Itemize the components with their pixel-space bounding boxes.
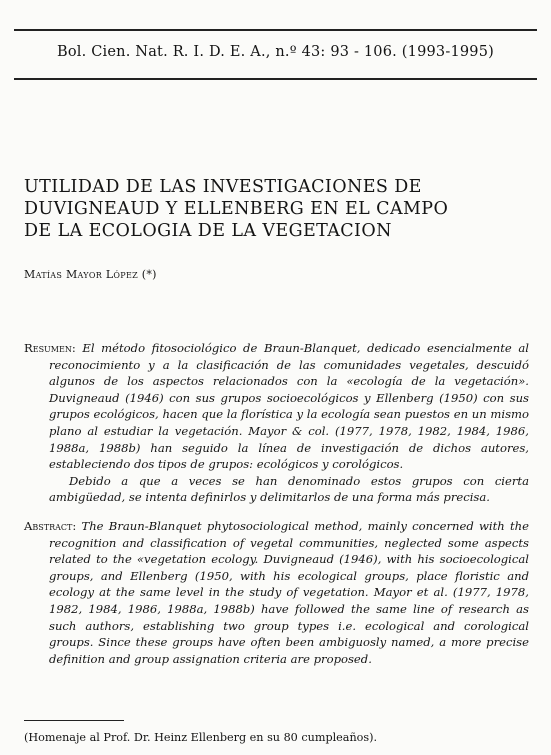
journal-citation: Bol. Cien. Nat. R. I. D. E. A., n.º 43: 93 - 106. (1993-1995)	[57, 44, 494, 60]
header-rule-bottom	[14, 78, 537, 80]
resumen-text: El método fitosociológico de Braun-Blanquet, dedicado esencialmente al reconocimiento y a la clasificación de las comunidades vegetales, descuidó algunos de los aspectos relacionados con la «ecología de la vegetación». Duvigneaud (1946) con sus grupos socioecológicos y Ellenberg (1950) con sus grupos ecológicos, hacen que la florística y la ecología sean puestos en un mismo plano al estudiar la vegetación. Mayor & col. (1977, 1978, 1982, 1984, 1986, 1988a, 1988b) han seguido la línea de investigación de dichos autores, estableciendo dos tipos de grupos: ecológicos y corológicos.	[49, 341, 529, 472]
abstract-text: The Braun-Blanquet phytosociological method, mainly concerned with the recognition and classification of vegetal communities, neglected some aspects related to the «vegetation ecology. Duvigneaud (1946), with his socioecological groups, and Ellenberg (1950, with his ecological groups, place floristic and ecology at the same level in the study of vegetation. Mayor et al. (1977, 1978, 1982, 1984, 1986, 1988a, 1988b) have followed the same line of research as such authors, establishing two group types i.e. ecological and corological groups. Since these groups have often been ambiguosly named, a more precise definition and group assignation criteria are proposed.	[49, 519, 529, 666]
footnote: (Homenaje al Prof. Dr. Heinz Ellenberg en su 80 cumpleaños).	[24, 731, 378, 744]
title-line-2: DUVIGNEAUD Y ELLENBERG EN EL CAMPO	[24, 199, 449, 219]
article-title	[24, 176, 524, 242]
abstract-section	[24, 518, 529, 667]
title-line-3: DE LA ECOLOGIA DE LA VEGETACION	[24, 221, 392, 241]
resumen-label: Resumen:	[24, 341, 76, 355]
abstract-paragraph	[24, 518, 529, 667]
title-line-1: UTILIDAD DE LAS INVESTIGACIONES DE	[24, 177, 422, 197]
footnote-rule	[24, 720, 124, 721]
author-name: Matías Mayor López (*)	[24, 268, 157, 281]
resumen-paragraph	[24, 340, 529, 473]
header-rule-top	[14, 29, 537, 31]
abstract-label: Abstract:	[24, 519, 77, 533]
resumen-section	[24, 340, 529, 506]
resumen-paragraph-2: Debido a que a veces se han denominado estos grupos con cierta ambigüedad, se intenta definirlos y delimitarlos de una forma más precisa.	[49, 473, 529, 505]
